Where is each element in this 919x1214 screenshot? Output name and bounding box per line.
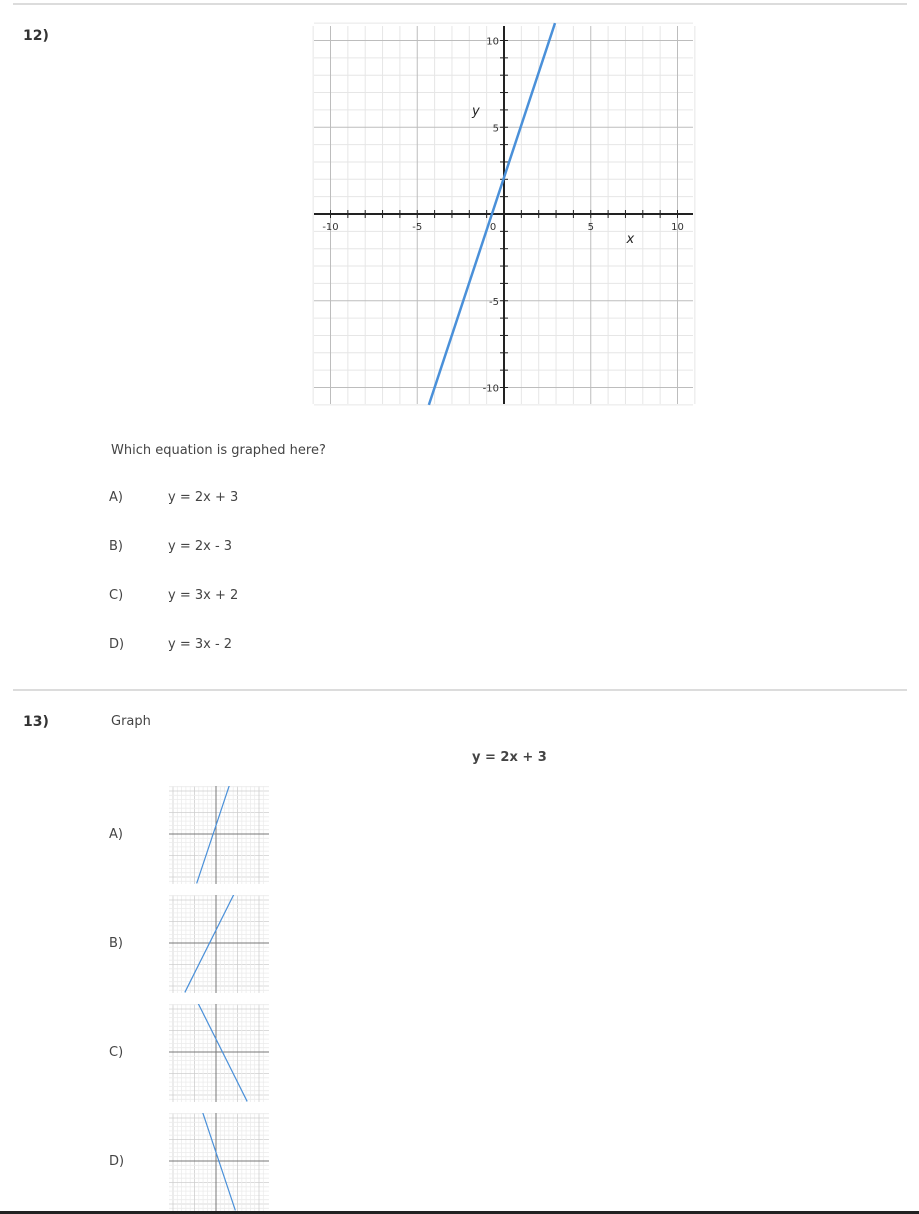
top-divider: [13, 3, 907, 5]
option-letter: A): [109, 490, 123, 505]
option-text: y = 3x - 2: [168, 637, 233, 652]
option-graph-thumbnail: [169, 895, 269, 993]
option-graph-thumbnail: [169, 1113, 269, 1211]
option-letter: B): [109, 936, 123, 951]
y-axis-label: y: [472, 104, 480, 120]
series-line: [185, 895, 234, 992]
x-tick-label: 10: [671, 222, 684, 233]
option-text: y = 2x + 3: [168, 490, 239, 505]
option-letter: D): [109, 1154, 125, 1169]
answer-option[interactable]: [100, 1113, 280, 1211]
option-graph-thumbnail: [169, 1004, 269, 1102]
answer-option[interactable]: [100, 895, 280, 993]
x-axis-label: x: [626, 232, 635, 247]
equation-label: y = 2x + 3: [472, 750, 547, 765]
question-prompt: Which equation is graphed here?: [111, 443, 326, 458]
x-tick-label: 5: [587, 222, 594, 233]
question-prompt: Graph: [111, 714, 151, 729]
y-tick-label: -10: [482, 383, 499, 395]
option-letter: B): [109, 539, 123, 554]
question-divider: [13, 689, 907, 691]
y-tick-label: 5: [492, 123, 499, 135]
y-tick-label: -5: [489, 296, 499, 308]
answer-option[interactable]: [100, 633, 320, 657]
option-letter: C): [109, 1045, 124, 1060]
answer-option[interactable]: [100, 486, 320, 510]
option-letter: A): [109, 827, 123, 842]
question-number: 13): [23, 714, 49, 730]
answer-option[interactable]: [100, 786, 280, 884]
x-tick-label: -10: [322, 222, 339, 233]
option-letter: C): [109, 588, 124, 603]
answer-option[interactable]: [100, 535, 320, 559]
series-line: [198, 1004, 247, 1101]
answer-option[interactable]: [100, 584, 320, 608]
option-letter: D): [109, 637, 125, 652]
x-tick-label: 0: [489, 222, 497, 233]
option-graph-thumbnail: [169, 786, 269, 884]
x-tick-label: -5: [412, 222, 423, 233]
question-number: 12): [23, 28, 49, 44]
answer-option[interactable]: [100, 1004, 280, 1102]
option-text: y = 3x + 2: [168, 588, 239, 603]
option-text: y = 2x - 3: [168, 539, 233, 554]
y-tick-label: 10: [486, 36, 499, 48]
question-graph: [300, 20, 710, 410]
